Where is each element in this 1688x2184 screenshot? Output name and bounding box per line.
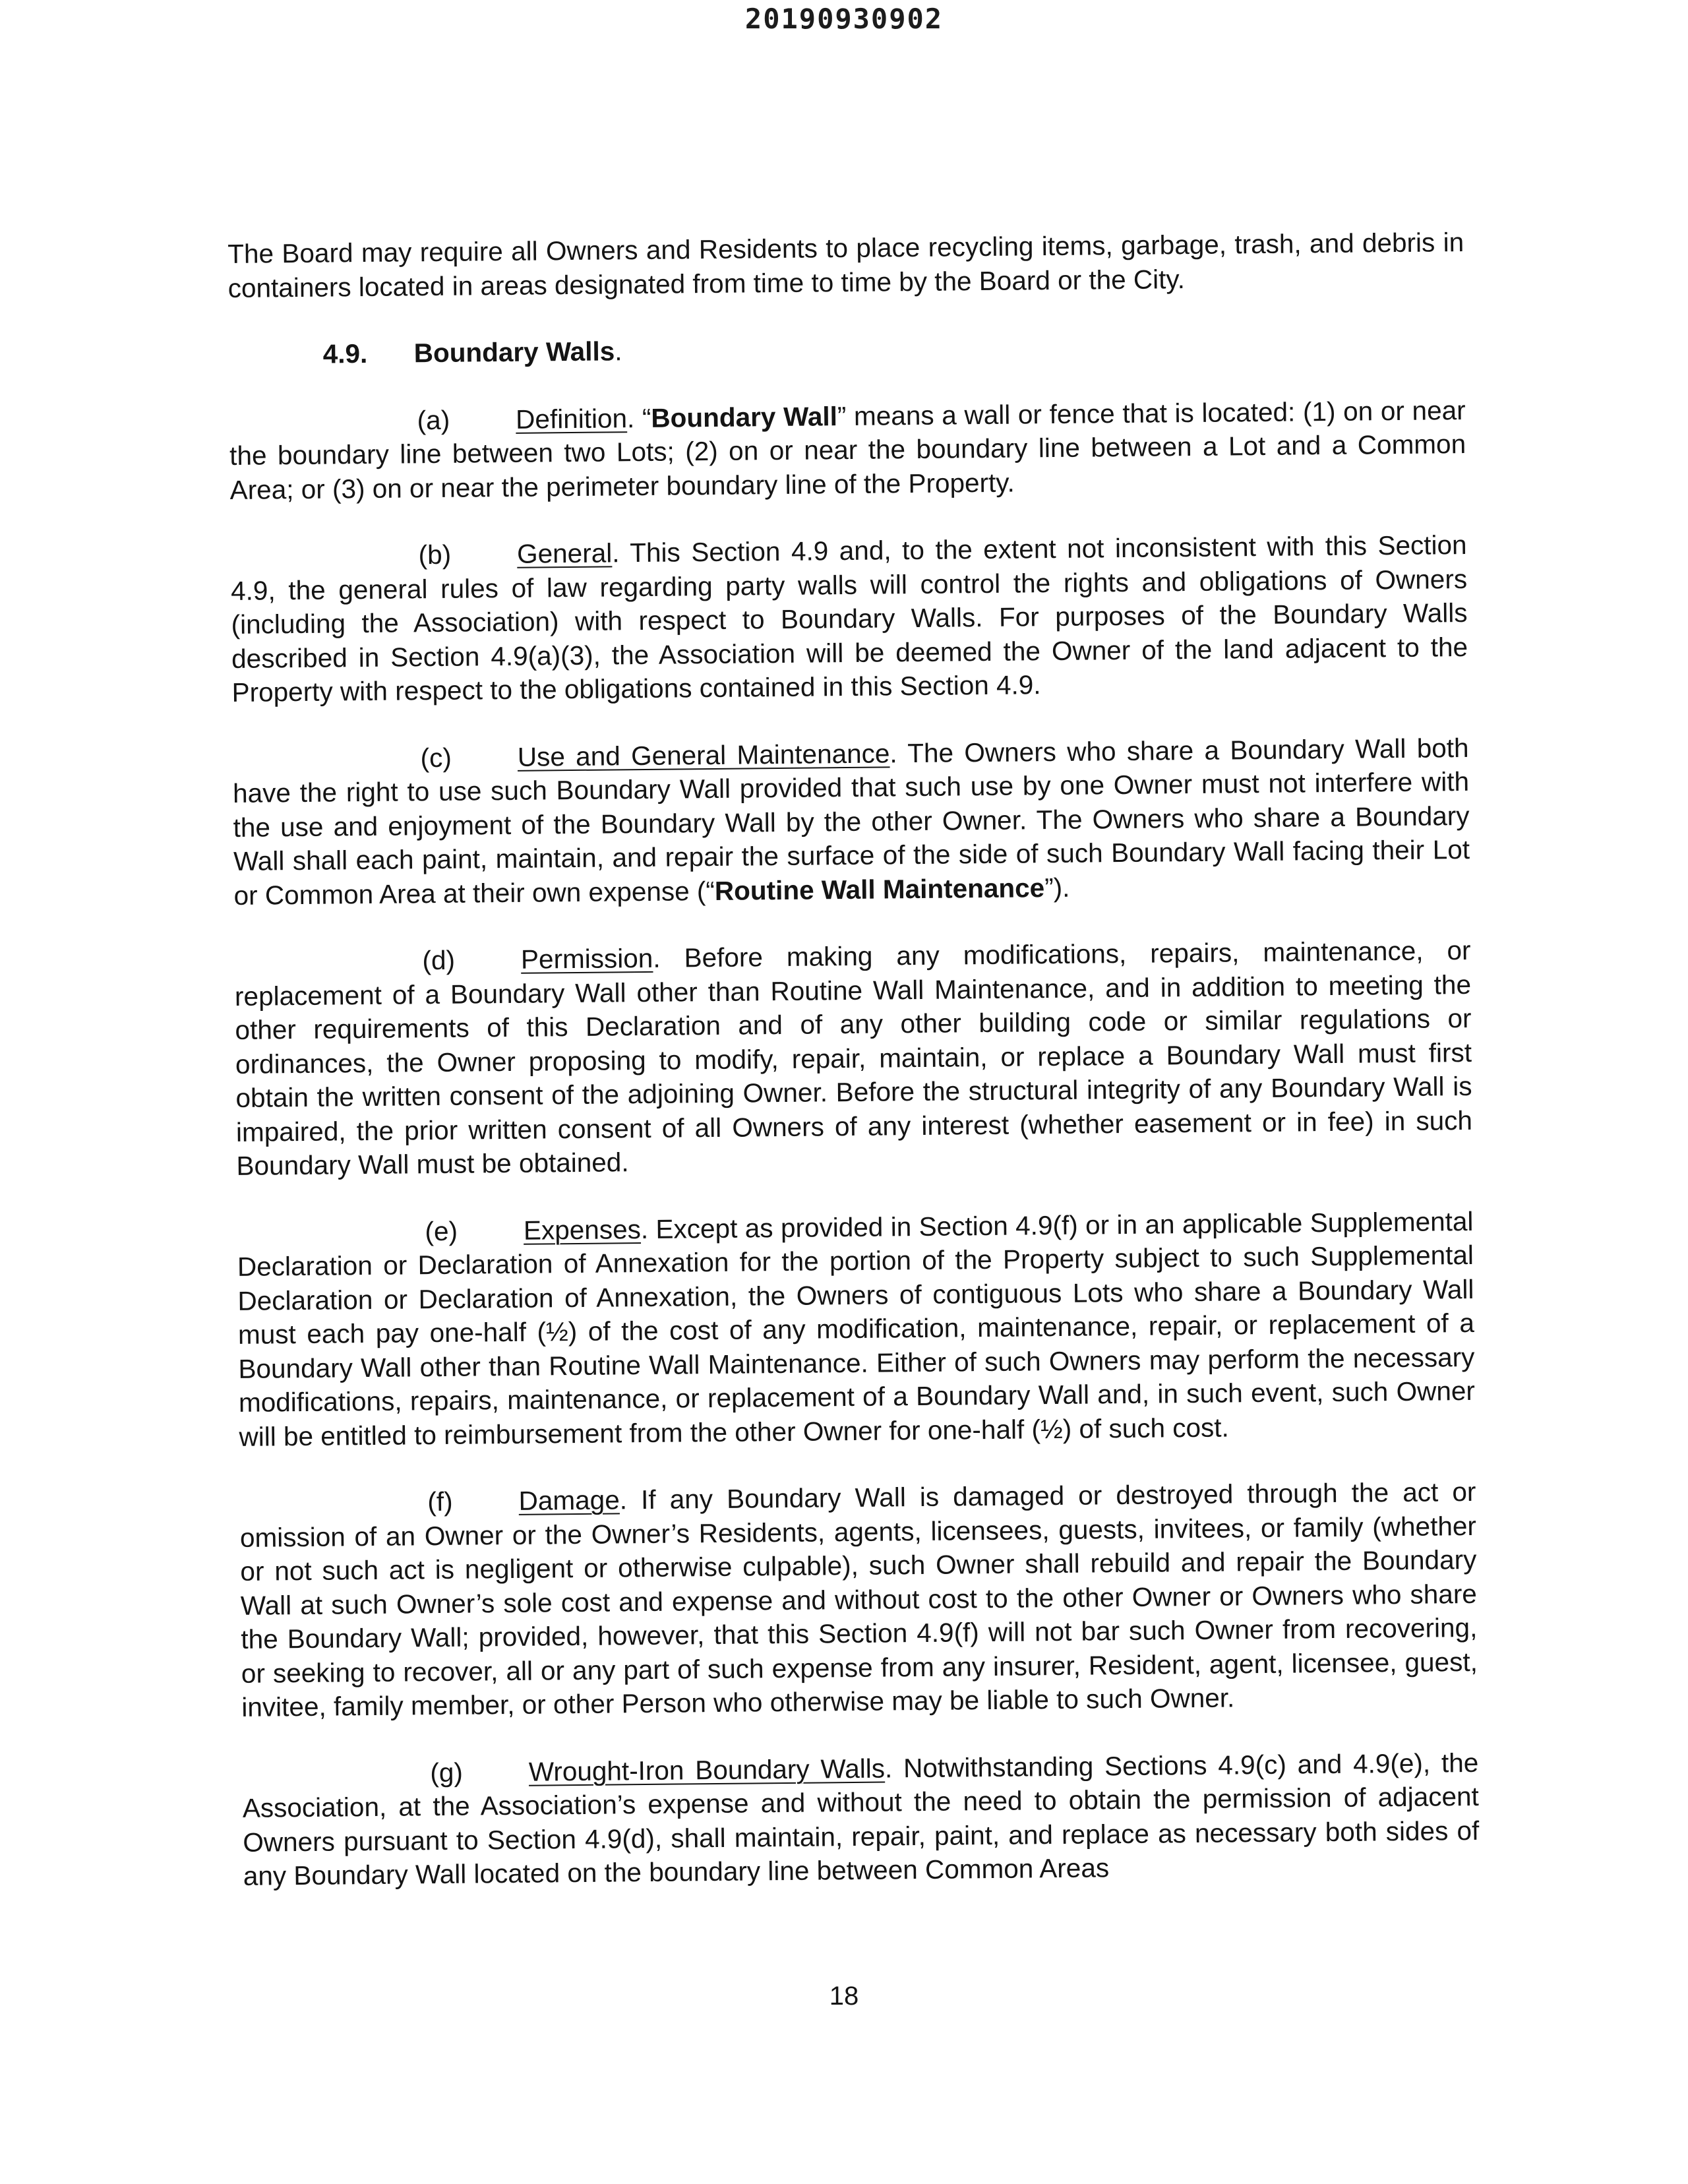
- paragraph-d-text: . Before making any modifications, repairs, maintenance, or replacement of a Boundary Wall other than Routine Wall Maintenance, and in addition to meeting the other requirements of this Declaration and of any other building code or similar regulations or ordinances, the Owner proposing to modify, repair, maintain, or replace a Boundary Wall must first obtain the written consent of the adjoining Owner. Before the structural integrity of any Boundary Wall is impaired, the prior written consent of all Owners of any interest (whether easement or in fee) in such Boundary Wall must be obtained.: [234, 934, 1473, 1181]
- paragraph-e-label: (e): [425, 1215, 458, 1246]
- paragraph-c-title: Use and General Maintenance: [517, 737, 890, 772]
- paragraph-d: [234, 934, 1472, 1183]
- paragraph-f-title: Damage: [518, 1484, 620, 1516]
- page-body: [227, 226, 1480, 1926]
- paragraph-a-after-title: . “: [626, 402, 651, 433]
- section-title-period: .: [615, 336, 622, 367]
- paragraph-g-text: . Notwithstanding Sections 4.9(c) and 4.9(e), the Association, at the Association’s expense and without the need to obtain the permission of adjacent Owners pursuant to Section 4.9(d), shall maintain, repair, paint, and replace as necessary both sides of any Boundary Wall located on the boundary line between Common Areas: [242, 1747, 1480, 1891]
- paragraph-e-text: . Except as provided in Section 4.9(f) or in an applicable Supplemental Declaration or Declaration of Annexation for the portion of the Property subject to such Supplemental Declaration or Declaration of Annexation, the Owners of contiguous Lots who share a Boundary Wall must each pay one-half (½) of the cost of any modification, maintenance, repair, or replacement of a Boundary Wall other than Routine Wall Maintenance. Either of such Owners may perform the necessary modifications, repairs, maintenance, or replacement of a Boundary Wall and, in such event, such Owner will be entitled to reimbursement from the other Owner for one-half (½) of such cost.: [237, 1205, 1476, 1452]
- paragraph-d-title: Permission: [520, 942, 653, 975]
- paragraph-g-title: Wrought-Iron Boundary Walls: [528, 1753, 886, 1787]
- paragraph-b-text: . This Section 4.9 and, to the extent not inconsistent with this Section 4.9, the general rules of law regarding party walls will control the rights and obligations of Owners (including the Association) with respect to Boundary Walls. For purposes of the Boundary Walls described in Section 4.9(a)(3), the Association will be deemed the Owner of the land adjacent to the Property with respect to the obligations contained in this Section 4.9.: [230, 529, 1468, 708]
- paragraph-g: [242, 1745, 1480, 1893]
- intro-paragraph: The Board may require all Owners and Residents to place recycling items, garbage, trash, and debris in containers located in areas designated from time to time by the Board or the City.: [227, 227, 1464, 303]
- paragraph-b: [230, 528, 1468, 710]
- section-number: 4.9.: [322, 338, 368, 369]
- paragraph-e: [237, 1204, 1475, 1453]
- paragraph-a-text: ” means a wall or fence that is located: (1) on or near the boundary line between two Lots; (2) on or near the boundary line between a Lot and a Common Area; or (3) on or near the perimeter boundary line of the Property.: [229, 394, 1466, 505]
- paragraph-c-defined-term: Routine Wall Maintenance: [714, 872, 1045, 906]
- paragraph-c-text: . The Owners who share a Boundary Wall both have the right to use such Boundary Wall provided that such use by one Owner must not interfere with the use and enjoyment of the Boundary Wall by the other Owner. The Owners who share a Boundary Wall shall each paint, maintain, and repair the surface of the side of such Boundary Wall facing their Lot or Common Area at their own expense (“: [232, 732, 1470, 911]
- paragraph-e-title: Expenses: [523, 1213, 642, 1246]
- paragraph-f-text: . If any Boundary Wall is damaged or destroyed through the act or omission of an Owner or the Owner’s Residents, agents, licensees, guests, invitees, or family (whether or not such act is negligent or otherwise culpable), such Owner shall rebuild and repair the Boundary Wall at such Owner’s sole cost and expense and without cost to the other Owner or Owners who share the Boundary Wall; provided, however, that this Section 4.9(f) will not bar such Owner from recovering, or seeking to recover, all or any part of such expense from any insurer, Resident, agent, licensee, guest, invitee, family member, or other Person who otherwise may be liable to such Owner.: [239, 1476, 1478, 1722]
- paragraph-b-title: General: [516, 537, 613, 569]
- paragraph-b-label: (b): [418, 539, 452, 570]
- paragraph-a-label: (a): [417, 404, 450, 435]
- section-heading: [322, 326, 1464, 371]
- paragraph-c: [232, 731, 1470, 912]
- page-number: 18: [829, 1982, 859, 2011]
- paragraph-c-text-end: ”).: [1044, 872, 1070, 903]
- section-title: Boundary Walls: [413, 336, 615, 369]
- paragraph-g-label: (g): [430, 1757, 464, 1788]
- document-number: 20190930902: [744, 3, 944, 35]
- paragraph-a: [229, 393, 1466, 506]
- paragraph-f-label: (f): [427, 1486, 453, 1517]
- paragraph-f: [239, 1475, 1478, 1724]
- paragraph-a-title: Definition: [515, 402, 628, 435]
- paragraph-d-label: (d): [422, 944, 456, 976]
- paragraph-a-defined-term: Boundary Wall: [651, 400, 838, 433]
- paragraph-c-label: (c): [420, 742, 452, 773]
